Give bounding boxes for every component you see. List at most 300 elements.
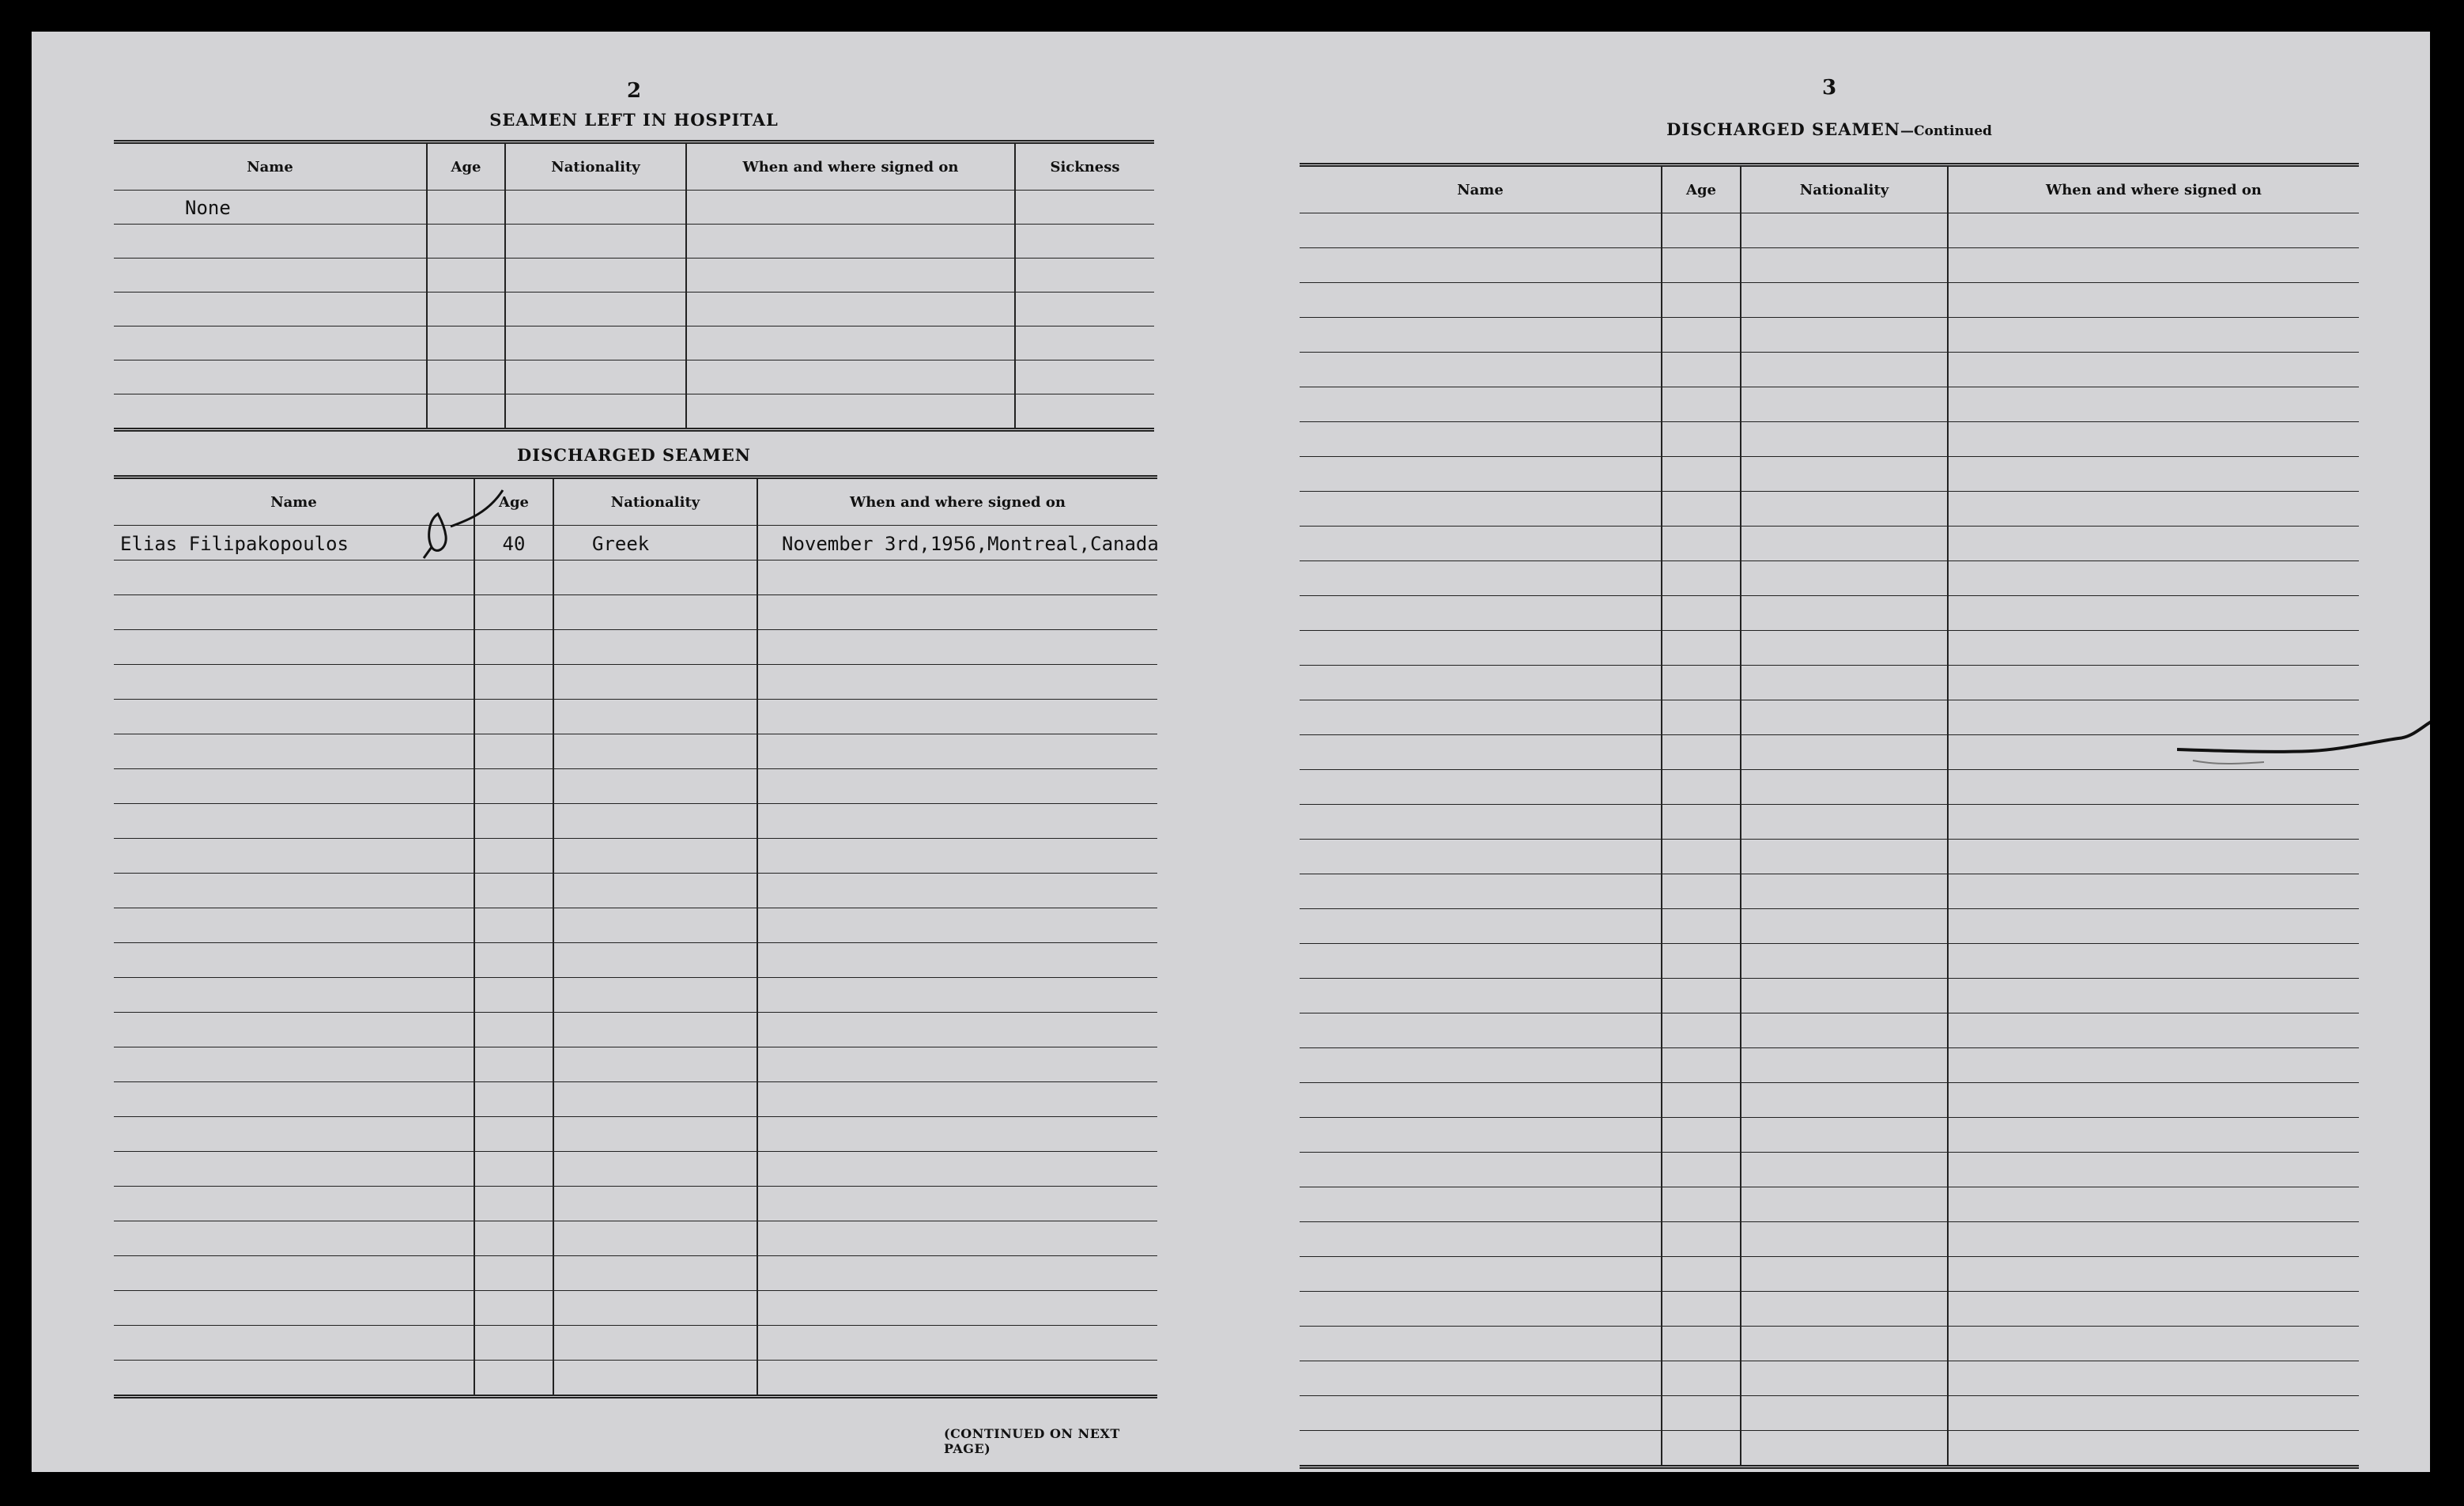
table-cell (114, 908, 474, 943)
discharged-continued-row (1300, 1118, 2359, 1153)
table-cell (553, 1152, 757, 1187)
discharged-row (114, 1187, 1157, 1221)
discharged-row (114, 1361, 1157, 1397)
table-cell (1948, 248, 2359, 283)
table-cell (1741, 805, 1948, 840)
table-cell (686, 259, 1015, 293)
table-cell (474, 1152, 553, 1187)
column-header-when-and-where-signed-on: When and where signed on (757, 477, 1157, 526)
discharged-continued-row (1300, 353, 2359, 387)
discharged-continued-row (1300, 979, 2359, 1013)
table-cell (1948, 457, 2359, 492)
table-cell (1662, 1013, 1741, 1048)
table-cell (1741, 1083, 1948, 1118)
table-cell (1300, 631, 1662, 666)
column-header-when-and-where-signed-on: When and where signed on (686, 142, 1015, 191)
table-cell (114, 734, 474, 769)
table-cell (114, 394, 427, 430)
discharged-continued-row (1300, 805, 2359, 840)
table-cell (474, 978, 553, 1013)
table-cell (553, 561, 757, 595)
table-cell (474, 1117, 553, 1152)
table-cell (505, 259, 686, 293)
table-cell (1662, 248, 1741, 283)
table-cell (1300, 666, 1662, 700)
title-suffix: —Continued (1900, 123, 1992, 139)
discharged-row (114, 1256, 1157, 1291)
table-cell (1948, 422, 2359, 457)
document-scan (32, 32, 2430, 1472)
discharged-row (114, 665, 1157, 700)
table-cell (474, 734, 553, 769)
discharged-continued-row (1300, 1048, 2359, 1083)
table-cell: None (114, 191, 427, 225)
continued-note: (CONTINUED ON NEXT PAGE) (944, 1426, 1120, 1456)
discharged-row (114, 978, 1157, 1013)
table-cell (553, 1361, 757, 1397)
table-cell (1300, 527, 1662, 561)
discharged-row (114, 734, 1157, 769)
table-cell (1741, 840, 1948, 874)
table-cell (1662, 735, 1741, 770)
table-cell (1948, 353, 2359, 387)
discharged-continued-row (1300, 387, 2359, 422)
discharged-row (114, 839, 1157, 874)
table-cell (1662, 700, 1741, 735)
discharged-row (114, 908, 1157, 943)
table-cell (505, 360, 686, 394)
table-cell (553, 1256, 757, 1291)
table-cell (474, 1187, 553, 1221)
table-cell (1015, 360, 1154, 394)
table-cell (1662, 1361, 1741, 1396)
discharged-row (114, 1013, 1157, 1047)
discharged-continued-table (1300, 163, 2359, 1469)
table-cell (1662, 1153, 1741, 1187)
discharged-continued-row (1300, 1361, 2359, 1396)
discharged-continued-row (1300, 944, 2359, 979)
discharged-continued-row (1300, 527, 2359, 561)
table-cell (1300, 318, 1662, 353)
table-cell (1300, 979, 1662, 1013)
discharged-row (114, 1221, 1157, 1256)
table-cell (114, 561, 474, 595)
table-cell (1662, 874, 1741, 909)
table-cell (114, 326, 427, 360)
table-cell (1662, 1396, 1741, 1431)
table-cell (757, 1047, 1157, 1082)
table-cell (1300, 353, 1662, 387)
table-cell (1741, 700, 1948, 735)
table-cell (1741, 457, 1948, 492)
table-cell (114, 874, 474, 908)
table-cell (114, 1187, 474, 1221)
table-cell (1015, 191, 1154, 225)
table-cell (686, 225, 1015, 259)
table-cell (553, 908, 757, 943)
discharged-row (114, 700, 1157, 734)
table-cell (1948, 1431, 2359, 1467)
table-cell (553, 595, 757, 630)
discharged-row (114, 874, 1157, 908)
table-cell (114, 1047, 474, 1082)
table-cell (1741, 979, 1948, 1013)
column-header-nationality: Nationality (553, 477, 757, 526)
table-cell (553, 1221, 757, 1256)
table-cell (1662, 492, 1741, 527)
table-cell (553, 978, 757, 1013)
table-cell (1948, 1048, 2359, 1083)
table-cell (1948, 979, 2359, 1013)
table-cell (114, 978, 474, 1013)
table-cell (1741, 1431, 1948, 1467)
table-cell (1300, 1118, 1662, 1153)
table-cell (1948, 1083, 2359, 1118)
table-cell (114, 804, 474, 839)
table-cell (474, 595, 553, 630)
table-cell (1741, 874, 1948, 909)
table-cell (1662, 1327, 1741, 1361)
table-cell (114, 943, 474, 978)
table-cell (686, 394, 1015, 430)
discharged-row (114, 1326, 1157, 1361)
table-cell (757, 1291, 1157, 1326)
table-cell (114, 665, 474, 700)
table-cell: Elias Filipakopoulos (114, 526, 474, 561)
table-cell (1948, 1327, 2359, 1361)
table-cell (1741, 1153, 1948, 1187)
table-cell (1300, 248, 1662, 283)
table-cell (1662, 944, 1741, 979)
table-cell (1741, 527, 1948, 561)
table-cell (1948, 1361, 2359, 1396)
table-cell (1300, 492, 1662, 527)
table-cell (1741, 283, 1948, 318)
table-cell (1741, 1118, 1948, 1153)
table-cell (114, 259, 427, 293)
table-cell (757, 595, 1157, 630)
hospital-row (114, 191, 1154, 225)
table-cell (1741, 1292, 1948, 1327)
table-cell (553, 1047, 757, 1082)
handwritten-check-mark (421, 489, 523, 560)
discharged-row (114, 769, 1157, 804)
table-cell (757, 1117, 1157, 1152)
table-cell (553, 1326, 757, 1361)
table-cell (114, 1152, 474, 1187)
paper-tear (2177, 694, 2430, 773)
table-cell (1741, 1257, 1948, 1292)
discharged-continued-title (1300, 119, 2359, 139)
hospital-row (114, 326, 1154, 360)
table-cell (1300, 1153, 1662, 1187)
table-cell (757, 908, 1157, 943)
discharged-continued-row (1300, 874, 2359, 909)
table-cell (427, 293, 505, 326)
table-cell (1015, 326, 1154, 360)
table-cell (114, 1117, 474, 1152)
hospital-row (114, 394, 1154, 430)
table-cell (114, 1221, 474, 1256)
table-cell (1662, 840, 1741, 874)
table-cell (1662, 387, 1741, 422)
table-cell (114, 360, 427, 394)
table-cell (1662, 283, 1741, 318)
table-cell (114, 700, 474, 734)
hospital-row (114, 360, 1154, 394)
table-cell (1662, 805, 1741, 840)
table-cell (114, 293, 427, 326)
table-cell (1948, 283, 2359, 318)
discharged-continued-row (1300, 1083, 2359, 1118)
table-cell (553, 769, 757, 804)
table-cell (1662, 770, 1741, 805)
table-cell (1015, 225, 1154, 259)
discharged-continued-row (1300, 248, 2359, 283)
table-cell (427, 326, 505, 360)
table-cell (1300, 457, 1662, 492)
table-cell (1948, 909, 2359, 944)
discharged-continued-row (1300, 492, 2359, 527)
discharged-continued-row (1300, 596, 2359, 631)
table-cell (505, 225, 686, 259)
table-cell (474, 769, 553, 804)
discharged-continued-row (1300, 213, 2359, 248)
table-cell (1948, 1013, 2359, 1048)
table-cell (1662, 666, 1741, 700)
table-cell (1948, 631, 2359, 666)
discharged-row (114, 1152, 1157, 1187)
table-cell (757, 630, 1157, 665)
table-cell (1948, 1292, 2359, 1327)
table-cell (1741, 248, 1948, 283)
table-cell (1662, 1292, 1741, 1327)
table-cell (1948, 492, 2359, 527)
discharged-row (114, 1117, 1157, 1152)
table-cell (553, 665, 757, 700)
table-cell (1948, 1153, 2359, 1187)
table-cell (757, 561, 1157, 595)
table-cell (114, 1013, 474, 1047)
column-header-sickness: Sickness (1015, 142, 1154, 191)
table-cell (1662, 422, 1741, 457)
table-cell (1300, 874, 1662, 909)
table-cell (1741, 770, 1948, 805)
table-cell (1300, 283, 1662, 318)
table-cell (1948, 213, 2359, 248)
column-header-name: Name (114, 142, 427, 191)
table-cell (1300, 1048, 1662, 1083)
table-cell (1948, 1396, 2359, 1431)
table-cell (427, 259, 505, 293)
table-cell (1300, 1257, 1662, 1292)
table-cell (1662, 527, 1741, 561)
table-cell (1741, 1222, 1948, 1257)
table-cell (1662, 1118, 1741, 1153)
table-cell (553, 1187, 757, 1221)
table-cell (1741, 1327, 1948, 1361)
table-cell (553, 734, 757, 769)
table-cell (1300, 1431, 1662, 1467)
table-cell (757, 1152, 1157, 1187)
table-cell (474, 908, 553, 943)
discharged-table (114, 475, 1157, 1398)
table-cell (114, 1326, 474, 1361)
table-cell (1300, 1013, 1662, 1048)
discharged-continued-row (1300, 840, 2359, 874)
table-cell (553, 804, 757, 839)
table-cell (1948, 1222, 2359, 1257)
table-cell (114, 630, 474, 665)
table-cell (1948, 944, 2359, 979)
table-cell (686, 360, 1015, 394)
table-cell (1015, 293, 1154, 326)
table-cell (1662, 1083, 1741, 1118)
table-cell (1741, 909, 1948, 944)
table-cell (427, 360, 505, 394)
table-cell (474, 943, 553, 978)
table-cell (1300, 213, 1662, 248)
discharged-row (114, 943, 1157, 978)
table-cell (1300, 1361, 1662, 1396)
discharged-row (114, 1082, 1157, 1117)
discharged-continued-row (1300, 283, 2359, 318)
table-cell (553, 1013, 757, 1047)
table-cell (1662, 353, 1741, 387)
table-cell (474, 700, 553, 734)
table-cell (757, 1013, 1157, 1047)
hospital-row (114, 259, 1154, 293)
table-cell (757, 874, 1157, 908)
table-cell (1741, 596, 1948, 631)
table-cell (1300, 840, 1662, 874)
table-cell (1662, 457, 1741, 492)
discharged-row (114, 630, 1157, 665)
table-cell (505, 394, 686, 430)
table-cell (1948, 527, 2359, 561)
table-cell (114, 1291, 474, 1326)
table-cell (553, 839, 757, 874)
table-cell (474, 1221, 553, 1256)
discharged-continued-row (1300, 1327, 2359, 1361)
table-cell (1662, 561, 1741, 596)
table-cell (1662, 1222, 1741, 1257)
table-cell (757, 804, 1157, 839)
table-cell (114, 1361, 474, 1397)
table-cell (1300, 1292, 1662, 1327)
table-cell (474, 1361, 553, 1397)
discharged-continued-row (1300, 1292, 2359, 1327)
table-cell (1948, 840, 2359, 874)
discharged-continued-row (1300, 1187, 2359, 1222)
discharged-continued-row (1300, 1222, 2359, 1257)
table-cell (1741, 666, 1948, 700)
table-cell (1741, 1361, 1948, 1396)
table-cell (1300, 1222, 1662, 1257)
discharged-row (114, 1047, 1157, 1082)
table-cell (1741, 1013, 1948, 1048)
table-cell (1741, 1396, 1948, 1431)
table-cell (757, 1361, 1157, 1397)
table-cell: November 3rd,1956,Montreal,Canada (757, 526, 1157, 561)
table-cell (1662, 1257, 1741, 1292)
discharged-continued-row (1300, 318, 2359, 353)
discharged-continued-row (1300, 1431, 2359, 1467)
table-cell (757, 1326, 1157, 1361)
table-cell (1015, 259, 1154, 293)
table-cell (1300, 596, 1662, 631)
table-cell (427, 394, 505, 430)
table-cell (1662, 1187, 1741, 1222)
table-cell (1300, 387, 1662, 422)
table-cell (1948, 770, 2359, 805)
table-cell (114, 839, 474, 874)
table-cell (1948, 596, 2359, 631)
column-header-age: Age (427, 142, 505, 191)
table-cell (553, 630, 757, 665)
table-cell (1300, 735, 1662, 770)
table-cell (474, 630, 553, 665)
table-cell (1662, 1048, 1741, 1083)
hospital-section-title: SEAMEN LEFT IN HOSPITAL (489, 110, 779, 130)
discharged-continued-row (1300, 422, 2359, 457)
table-cell (757, 1082, 1157, 1117)
discharged-continued-row (1300, 1013, 2359, 1048)
column-header-nationality: Nationality (1741, 165, 1948, 213)
table-cell (474, 839, 553, 874)
table-cell (757, 665, 1157, 700)
table-cell (757, 1221, 1157, 1256)
table-cell (114, 595, 474, 630)
table-cell (114, 225, 427, 259)
table-cell (757, 943, 1157, 978)
page-number: 3 (1821, 76, 1837, 100)
column-header-nationality: Nationality (505, 142, 686, 191)
title-text: DISCHARGED SEAMEN (1666, 119, 1900, 139)
table-cell (1948, 1118, 2359, 1153)
table-cell (1300, 1187, 1662, 1222)
table-cell (757, 978, 1157, 1013)
table-cell (474, 1291, 553, 1326)
table-cell (1741, 213, 1948, 248)
table-cell (1300, 1396, 1662, 1431)
discharged-continued-row (1300, 909, 2359, 944)
table-cell (505, 326, 686, 360)
table-cell (1015, 394, 1154, 430)
table-cell (553, 943, 757, 978)
table-cell (1300, 1083, 1662, 1118)
table-cell (474, 1047, 553, 1082)
table-cell (1741, 944, 1948, 979)
discharged-row (114, 526, 1157, 561)
discharged-continued-row (1300, 1257, 2359, 1292)
table-cell (474, 874, 553, 908)
table-cell (505, 293, 686, 326)
table-cell (505, 191, 686, 225)
table-cell (553, 874, 757, 908)
table-cell (1948, 318, 2359, 353)
table-cell (553, 1117, 757, 1152)
hospital-row (114, 225, 1154, 259)
table-cell (427, 225, 505, 259)
discharged-row (114, 595, 1157, 630)
table-cell: Greek (553, 526, 757, 561)
table-cell (757, 1187, 1157, 1221)
discharged-continued-row (1300, 561, 2359, 596)
column-header-age: Age (474, 477, 553, 526)
discharged-continued-row (1300, 457, 2359, 492)
table-cell (1741, 318, 1948, 353)
